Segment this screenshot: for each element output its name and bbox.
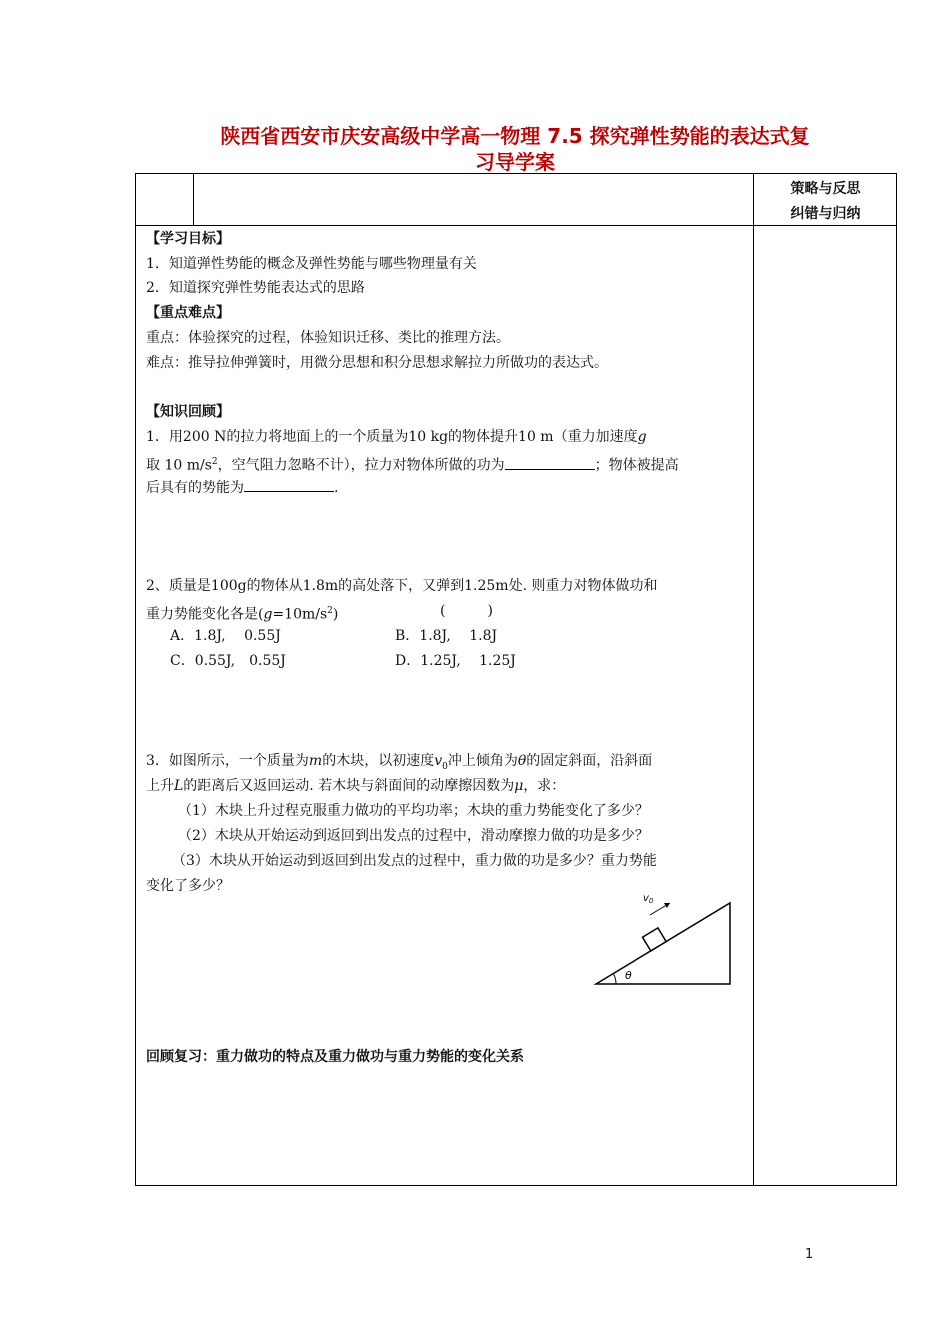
question-3-sub3: （3）木块从开始运动到返回到出发点的过程中，重力做的功是多少？重力势能 — [172, 853, 657, 869]
question-3-sub3-cont: 变化了多少？ — [146, 878, 230, 894]
review-heading: 【知识回顾】 — [146, 404, 230, 420]
difficult-point-text: 难点：推导拉伸弹簧时，用微分思想和积分思想求解拉力所做功的表达式。 — [146, 355, 608, 371]
answer-parentheses: ( ) — [440, 603, 493, 619]
side-header-line2: 纠错与归纳 — [790, 206, 861, 222]
angle-arc — [613, 973, 616, 984]
angle-label: θ — [625, 969, 632, 982]
table-divider — [753, 173, 754, 1186]
incline-diagram — [590, 885, 740, 990]
table-divider — [193, 173, 194, 225]
question-3-line: 3．如图所示，一个质量为m的木块，以初速度$v_0$冲上倾角为θ的固定斜面，沿斜面 — [146, 753, 653, 772]
question-2-line: 2、质量是100g的物体从1.8m的高处落下，又弹到1.25m处. 则重力对物体做功和 — [146, 578, 658, 594]
worksheet-table — [135, 173, 897, 1186]
key-points-heading: 【重点难点】 — [146, 305, 230, 321]
key-point-text: 重点：体验探究的过程，体验知识迁移、类比的推理方法。 — [146, 330, 510, 346]
answer-blank[interactable] — [244, 475, 334, 492]
question-2-line: 重力势能变化各是$(g=10m/s^2)$ — [146, 606, 339, 623]
option-d: D．1.25J, 1.25J — [395, 653, 516, 669]
document-title-line1: 陕西省西安市庆安高级中学高一物理 7.5 探究弹性势能的表达式复 — [220, 124, 810, 148]
option-c: C．0.55J, 0.55J — [170, 653, 286, 669]
objective-item: 1．知道弹性势能的概念及弹性势能与哪些物理量有关 — [146, 256, 477, 272]
question-3-sub2: （2）木块从开始运动到返回到出发点的过程中，滑动摩擦力做的功是多少？ — [178, 828, 649, 844]
objectives-heading: 【学习目标】 — [146, 231, 230, 247]
question-1-line: 后具有的势能为 . — [146, 475, 338, 500]
document-title-line2: 习导学案 — [475, 150, 555, 174]
wooden-block — [642, 928, 666, 951]
velocity-label: $v_0$ — [643, 893, 654, 905]
page-number: 1 — [805, 1247, 814, 1262]
review-summary: 回顾复习：重力做功的特点及重力做功与重力势能的变化关系 — [146, 1049, 524, 1065]
answer-blank[interactable] — [505, 453, 595, 470]
table-divider — [135, 225, 897, 226]
option-b: B．1.8J, 1.8J — [395, 628, 498, 644]
objective-item: 2．知道探究弹性势能表达式的思路 — [146, 280, 365, 296]
question-3-sub1: （1）木块上升过程克服重力做功的平均功率；木块的重力势能变化了多少？ — [178, 803, 649, 819]
option-a: A．1.8J, 0.55J — [170, 628, 281, 644]
question-1-line: 取 10 $m/s^2$，空气阻力忽略不计），拉力对物体所做的功为 ；物体被提高 — [146, 450, 679, 478]
question-3-line: 上升L的距离后又返回运动. 若木块与斜面间的动摩擦因数为μ，求： — [146, 778, 566, 794]
question-1-line: 1．用200 N的拉力将地面上的一个质量为10 kg的物体提升10 m（重力加速度g — [146, 429, 647, 445]
side-header-line1: 策略与反思 — [790, 181, 861, 197]
